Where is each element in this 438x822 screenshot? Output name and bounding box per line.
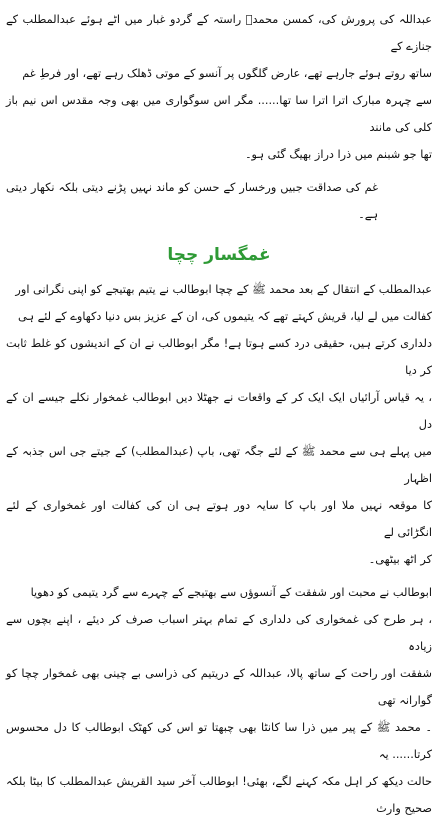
text-line: ابوطالب نے محبت اور شفقت کے آنسوؤں سے بھتیجے کے چہرے سے گرد یتیمی کو دھویا [30,586,432,599]
text-line: سے چہرہ مبارک اترا اترا سا تھا...... مگر اس سوگواری میں بھی وجہ مقدس اس نیم باز کلی کی مانند [6,94,432,134]
section-bottom [6,276,432,822]
text-line: کفالت میں لے لیا، قریش کہتے تھے کہ یتیموں کی، ان کے عزیز بس دنیا دکھاوے کے لئے ہی [18,310,432,323]
text-line: کا موقعہ نہیں ملا اور باپ کا سایہ دور ہوتے ہی ان کی کفالت اور غمخواری کے لئے انگڑائی لے [6,499,432,539]
text-line: ساتھ روتے ہوئے جارہے تھے، عارض گلگوں پر آنسو کے موتی ڈھلک رہے تھے، اور فرطِ غم [22,67,432,80]
paragraph-4 [6,579,432,822]
text-line: عبداللہ کی پرورش کی، کمسن محمدؐ راستہ کے گردو غبار میں اٹے ہوئے عبدالمطلب کے جنازے کے [6,13,432,53]
text-line: تھا جو شبنم میں ذرا دراز بھیگ گئی ہو۔ [244,148,432,161]
text-line: غم کی صداقت جبیں ورخسار کے حسن کو ماند نہیں پڑنے دیتی بلکہ نکھار دیتی ہے۔ [6,181,378,221]
section-top [6,6,432,228]
text-line: ۔ محمد ﷺ کے پیر میں ذرا سا کانٹا بھی چبھتا تو اس کی کھٹک ابوطالب کا دل محسوس کرتا...... یہ [6,721,432,761]
paragraph-1 [6,6,432,168]
text-line: ، یہ قیاس آرائیاں ایک ایک کر کے واقعات نے جھٹلا دیں ابوطالب غمخوار نکلے جیسے ان کے دل [6,391,432,431]
text-line: حالت دیکھ کر اہل مکہ کہنے لگے، بھئی! ابوطالب آخر سید القریش عبدالمطلب کا بیٹا بلکہ صحیح وارث [6,775,432,815]
paragraph-3 [6,276,432,573]
text-line: عبدالمطلب کے انتقال کے بعد محمد ﷺ کے چچا ابوطالب نے یتیم بھتیجے کو اپنی نگرانی اور [15,283,432,296]
section-heading: غمگسار چچا [167,245,271,265]
paragraph-2 [6,174,432,228]
text-line: دلداری کرتے ہیں، حقیقی درد کسے ہوتا ہے! مگر ابوطالب نے ان کے اندیشوں کو غلط ثابت کر دیا [6,337,432,377]
text-line: کر اٹھ بیٹھی۔ [368,553,432,566]
text-line: شفقت اور راحت کے ساتھ پالا، عبداللہ کے دریتیم کی ذراسی بے چینی بھی غمخوار چچا کو گوارانہ تھی [6,667,432,707]
text-line: میں پہلے ہی سے محمد ﷺ کے لئے جگہ تھی، باپ (عبدالمطلب) کے جیتے جی اس جذبہ کے اظہار [6,445,432,485]
text-line: ، ہر طرح کی غمخواری کی دلداری کے تمام بہتر اسباب صرف کر دیئے ، اپنے بچوں سے زیادہ [6,613,432,653]
